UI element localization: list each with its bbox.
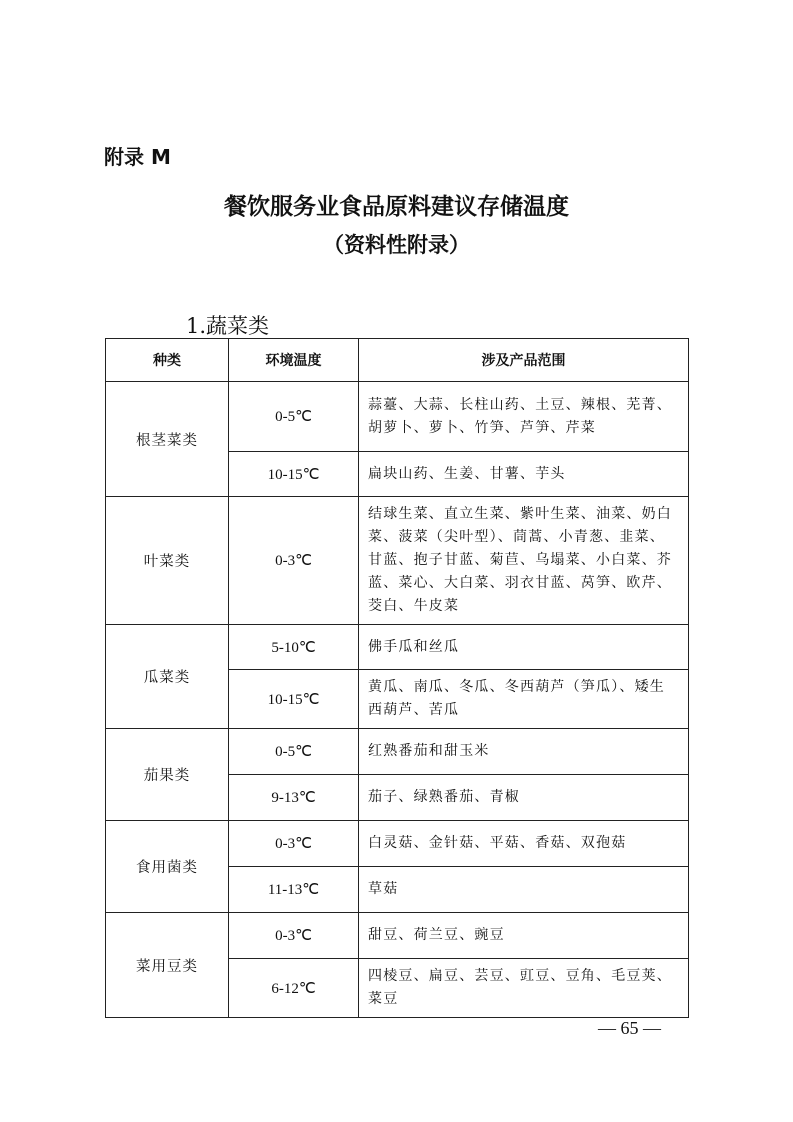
products-cell: 扁块山药、生姜、甘薯、芋头 [359,452,689,497]
storage-temperature-table [105,338,689,1018]
header-temperature: 环境温度 [229,339,359,382]
table-row [106,497,689,625]
table-row [106,913,689,959]
temperature-cell: 0-3℃ [229,821,359,867]
temperature-cell: 0-3℃ [229,913,359,959]
products-cell: 红熟番茄和甜玉米 [359,729,689,775]
products-cell: 甜豆、荷兰豆、豌豆 [359,913,689,959]
temperature-cell: 11-13℃ [229,867,359,913]
temperature-cell: 0-3℃ [229,497,359,625]
header-products: 涉及产品范围 [359,339,689,382]
header-category: 种类 [106,339,229,382]
page-subtitle: （资料性附录） [323,233,470,257]
appendix-label: 附录 M [104,145,171,169]
page-number: — 65 — [598,1018,661,1038]
temperature-cell: 5-10℃ [229,625,359,670]
table-row [106,382,689,452]
temperature-cell: 10-15℃ [229,670,359,729]
category-cell: 叶菜类 [106,497,229,625]
category-cell: 菜用豆类 [106,913,229,1018]
temperature-cell: 9-13℃ [229,775,359,821]
section-heading: 1.蔬菜类 [186,314,270,338]
products-cell: 黄瓜、南瓜、冬瓜、冬西葫芦（笋瓜）、矮生西葫芦、苦瓜 [359,670,689,729]
category-cell: 食用菌类 [106,821,229,913]
products-cell: 佛手瓜和丝瓜 [359,625,689,670]
table-row [106,625,689,670]
temperature-cell: 0-5℃ [229,382,359,452]
temperature-cell: 10-15℃ [229,452,359,497]
table-row [106,729,689,775]
temperature-cell: 6-12℃ [229,959,359,1018]
table-header-row [106,339,689,382]
temperature-cell: 0-5℃ [229,729,359,775]
products-cell: 草菇 [359,867,689,913]
page-title: 餐饮服务业食品原料建议存储温度 [224,194,569,220]
products-cell: 蒜薹、大蒜、长柱山药、土豆、辣根、芜菁、胡萝卜、萝卜、竹笋、芦笋、芹菜 [359,382,689,452]
category-cell: 瓜菜类 [106,625,229,729]
products-cell: 四棱豆、扁豆、芸豆、豇豆、豆角、毛豆荚、菜豆 [359,959,689,1018]
products-cell: 白灵菇、金针菇、平菇、香菇、双孢菇 [359,821,689,867]
category-cell: 根茎菜类 [106,382,229,497]
products-cell: 茄子、绿熟番茄、青椒 [359,775,689,821]
category-cell: 茄果类 [106,729,229,821]
products-cell: 结球生菜、直立生菜、紫叶生菜、油菜、奶白菜、菠菜（尖叶型）、茼蒿、小青葱、韭菜、甘蓝、抱子甘蓝、菊苣、乌塌菜、小白菜、芥蓝、菜心、大白菜、羽衣甘蓝、莴笋、欧芹、茭白、牛皮菜 [359,497,689,625]
table-row [106,821,689,867]
